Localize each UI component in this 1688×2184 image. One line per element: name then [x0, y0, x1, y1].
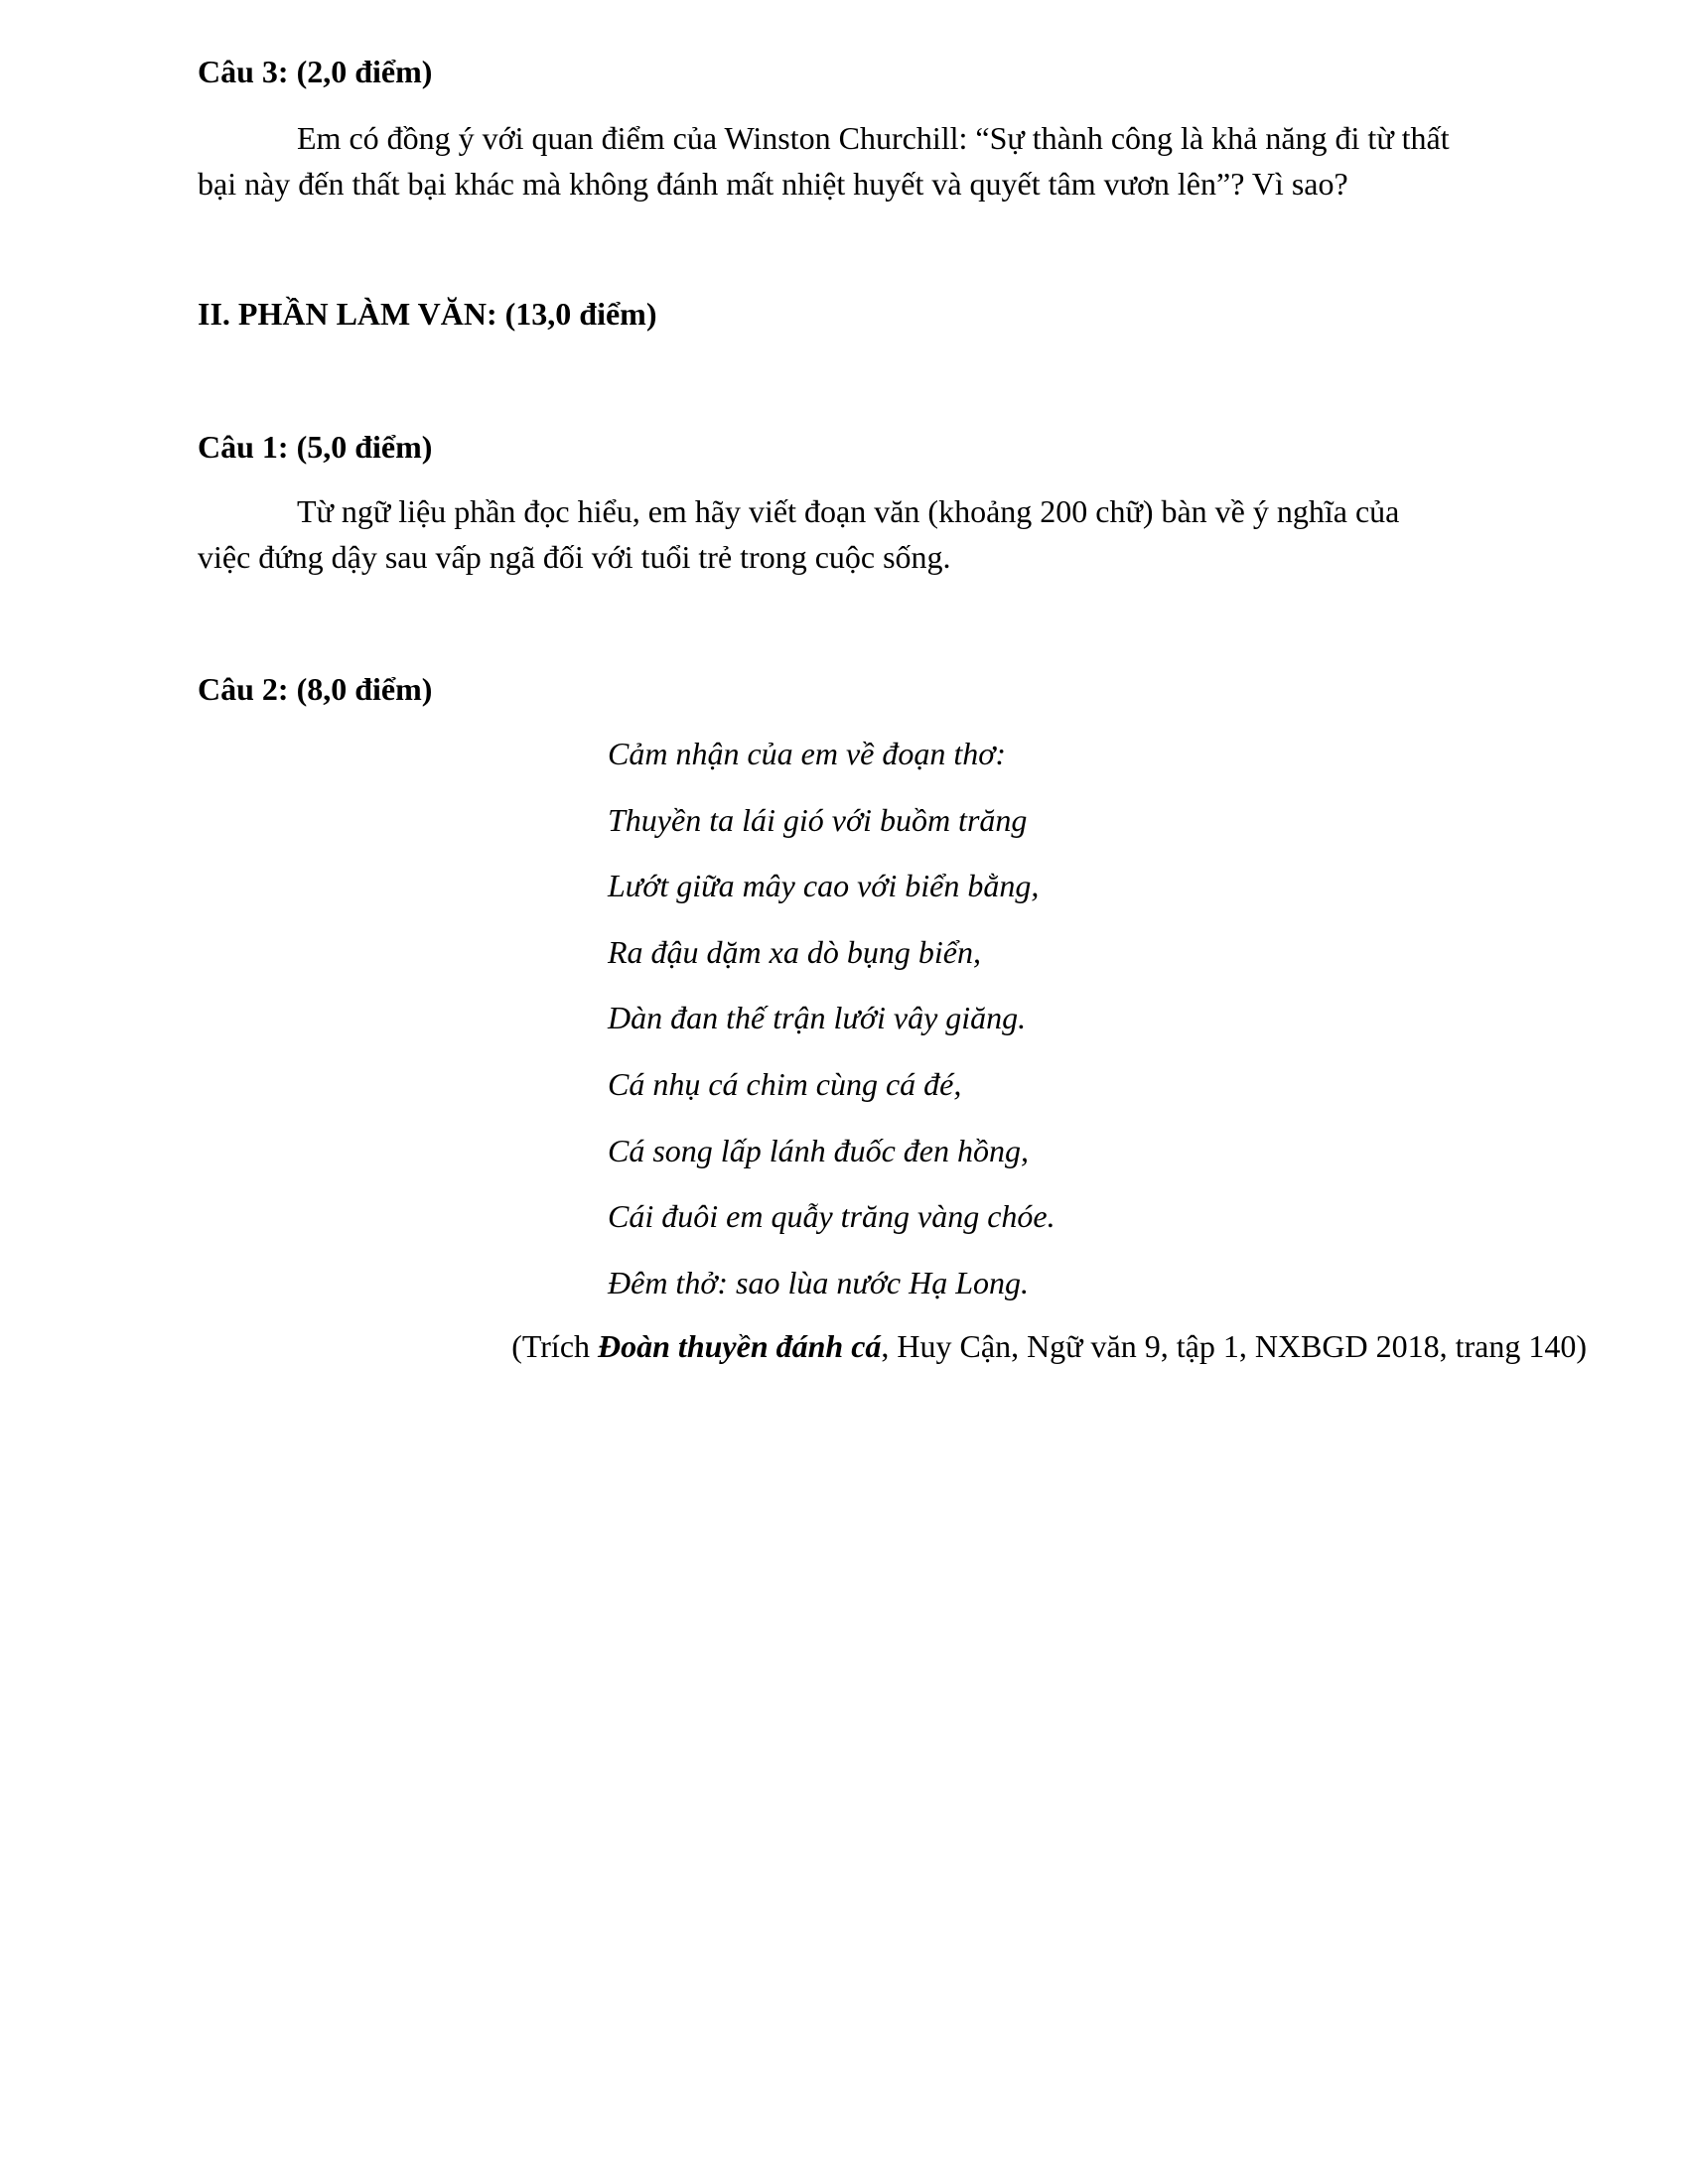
question-3-heading: Câu 3: (2,0 điểm) [198, 54, 433, 89]
question-3-text [198, 115, 1588, 206]
question-3-text-line-1: Em có đồng ý với quan điểm của Winston Churchill: “Sự thành công là khả năng đi từ thất [297, 120, 1450, 156]
poem-line: Cá song lấp lánh đuốc đen hồng, [608, 1133, 1029, 1168]
part-2-heading: II. PHẦN LÀM VĂN: (13,0 điểm) [198, 296, 657, 332]
poem-prompt: Cảm nhận của em về đoạn thơ: [608, 736, 1006, 771]
question-1-text [198, 488, 1588, 580]
poem-line: Đêm thở: sao lùa nước Hạ Long. [608, 1265, 1030, 1300]
question-3-text-line-2: bại này đến thất bại khác mà không đánh mất nhiệt huyết và quyết tâm vươn lên”? Vì sao? [198, 166, 1348, 202]
citation-work-title: Đoàn thuyền đánh cá [598, 1328, 882, 1364]
poem-line: Ra đậu dặm xa dò bụng biển, [608, 934, 981, 970]
poem-citation [511, 1326, 1587, 1366]
question-1-heading: Câu 1: (5,0 điểm) [198, 429, 433, 465]
poem-line: Dàn đan thế trận lưới vây giăng. [608, 1000, 1027, 1035]
citation-prefix: (Trích [511, 1328, 599, 1364]
poem-line: Cá nhụ cá chim cùng cá đé, [608, 1066, 962, 1102]
question-1-text-line-2: việc đứng dậy sau vấp ngã đối với tuổi trẻ trong cuộc sống. [198, 539, 951, 575]
poem-line: Cái đuôi em quẫy trăng vàng chóe. [608, 1198, 1055, 1234]
question-1-text-line-1: Từ ngữ liệu phần đọc hiểu, em hãy viết đoạn văn (khoảng 200 chữ) bàn về ý nghĩa của [297, 493, 1400, 529]
poem-line: Thuyền ta lái gió với buồm trăng [608, 802, 1028, 838]
poem-line: Lướt giữa mây cao với biển bằng, [608, 868, 1040, 903]
question-2-heading: Câu 2: (8,0 điểm) [198, 671, 433, 707]
citation-suffix: , Huy Cận, Ngữ văn 9, tập 1, NXBGD 2018, trang 140) [881, 1328, 1587, 1364]
